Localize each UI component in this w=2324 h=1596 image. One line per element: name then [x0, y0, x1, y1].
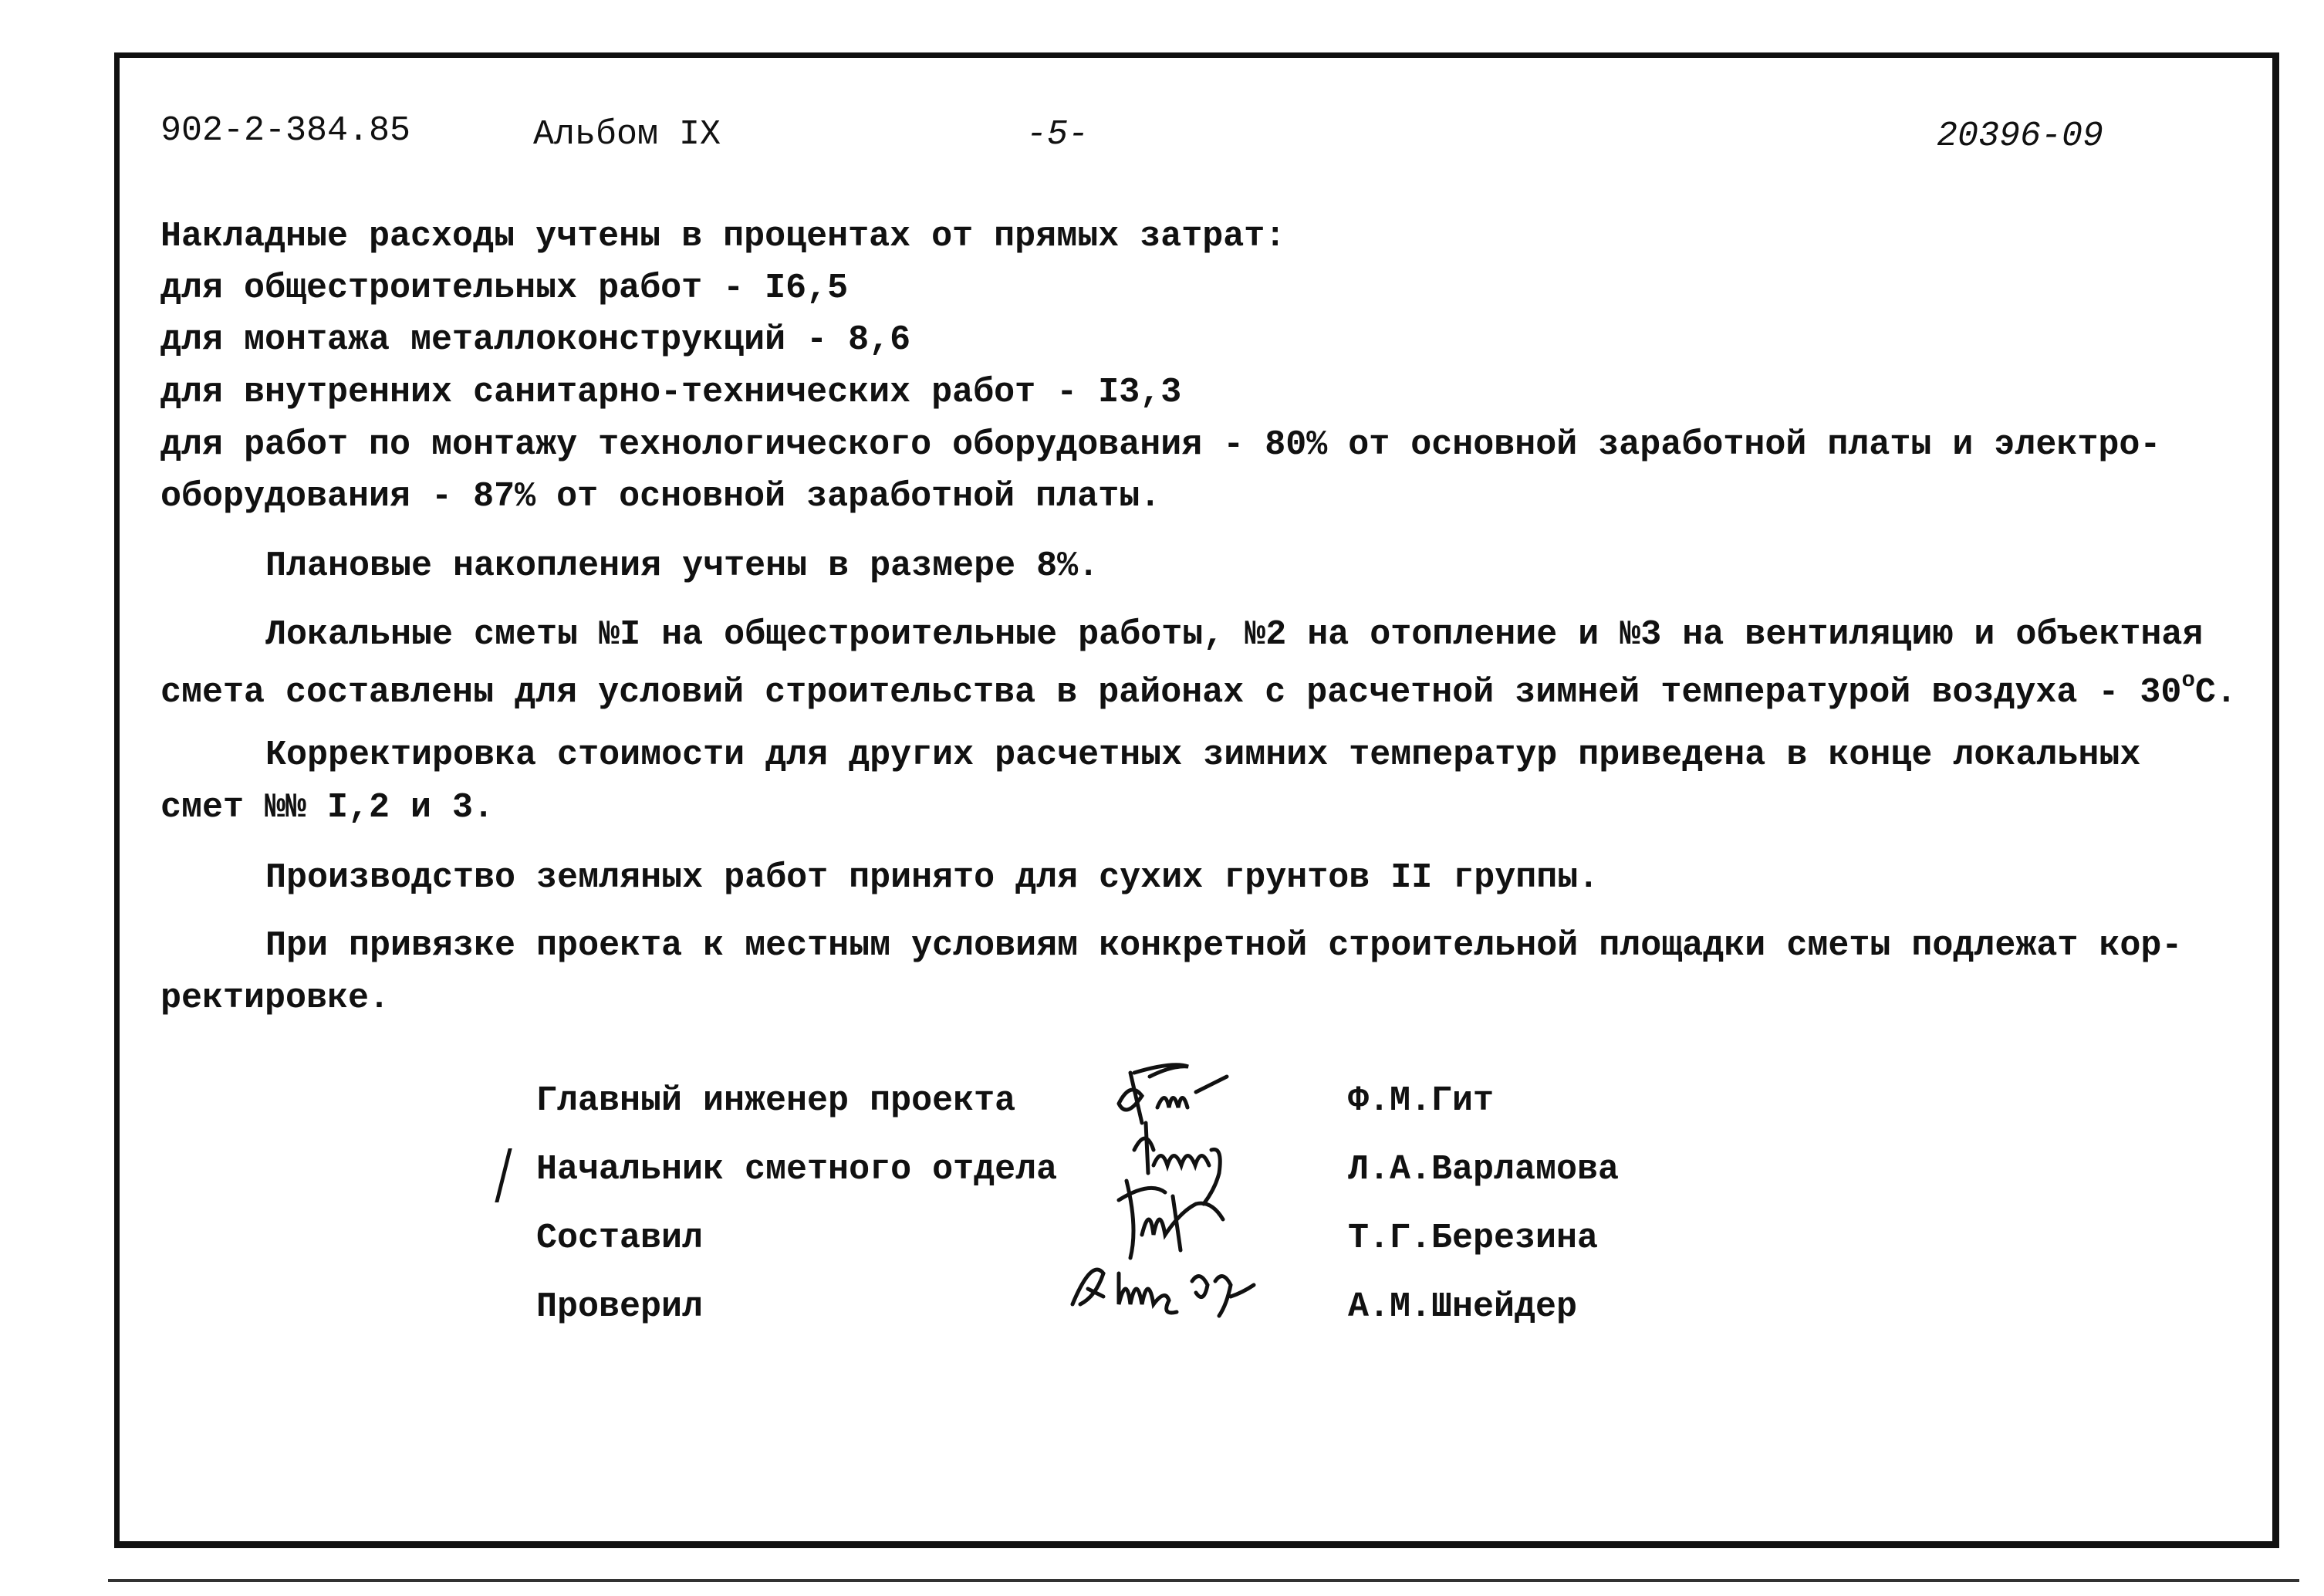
signature-shneider	[1072, 1270, 1254, 1316]
paragraph-site-binding: При привязке проекта к местным условиям конкретной строительной площадки сметы подлежат кор-	[265, 926, 2183, 965]
overhead-line: для внутренних санитарно-технических работ - I3,3	[160, 373, 1182, 412]
signature-role: Проверил	[536, 1287, 704, 1327]
overhead-line: для монтажа металлоконструкций - 8,6	[160, 320, 911, 360]
signatory-name: Л.А.Варламова	[1348, 1150, 1620, 1189]
overhead-intro: Накладные расходы учтены в процентах от прямых затрат:	[160, 217, 1286, 256]
paragraph-correction-cont: смет №№ I,2 и 3.	[160, 788, 495, 827]
page-number: -5-	[1026, 115, 1089, 154]
document-code: 902-2-384.85	[160, 111, 411, 150]
signatory-name: Ф.М.Гит	[1348, 1081, 1495, 1121]
signatory-name: Т.Г.Березина	[1348, 1219, 1599, 1258]
bottom-rule	[108, 1579, 2299, 1582]
overhead-line: для работ по монтажу технологического оборудования - 80% от основной заработной платы и электро-	[160, 425, 2161, 465]
paragraph-earthworks: Производство земляных работ принято для сухих грунтов II группы.	[265, 858, 1599, 898]
doc-number: 20396-09	[1937, 117, 2104, 156]
signature-varlamova	[1134, 1123, 1220, 1204]
album-label: Альбом IX	[533, 115, 721, 154]
signature-role: Составил	[536, 1219, 704, 1258]
signature-role: Главный инженер проекта	[536, 1081, 1016, 1121]
handwritten-signatures	[1057, 1050, 1350, 1343]
signature-git	[1119, 1065, 1227, 1123]
overhead-line: оборудования - 87% от основной заработной платы.	[160, 477, 1161, 516]
paragraph-planned-savings: Плановые накопления учтены в размере 8%.	[265, 546, 1100, 586]
signatory-name: А.М.Шнейдер	[1348, 1287, 1578, 1327]
paragraph-local-estimates-cont: смета составлены для условий строительства в районах с расчетной зимней температурой воздуха - 30$^o$С.	[160, 668, 2237, 712]
paragraph-correction: Корректировка стоимости для других расчетных зимних температур приведена в конце локальных	[265, 735, 2141, 775]
paragraph-site-binding-cont: ректировке.	[160, 979, 390, 1018]
signature-berezina	[1119, 1181, 1223, 1258]
paragraph-local-estimates: Локальные сметы №I на общестроительные работы, №2 на отопление и №3 на вентиляцию и объектная	[265, 615, 2204, 654]
overhead-line: для общестроительных работ - I6,5	[160, 269, 849, 308]
signature-role: Начальник сметного отдела	[536, 1150, 1058, 1189]
